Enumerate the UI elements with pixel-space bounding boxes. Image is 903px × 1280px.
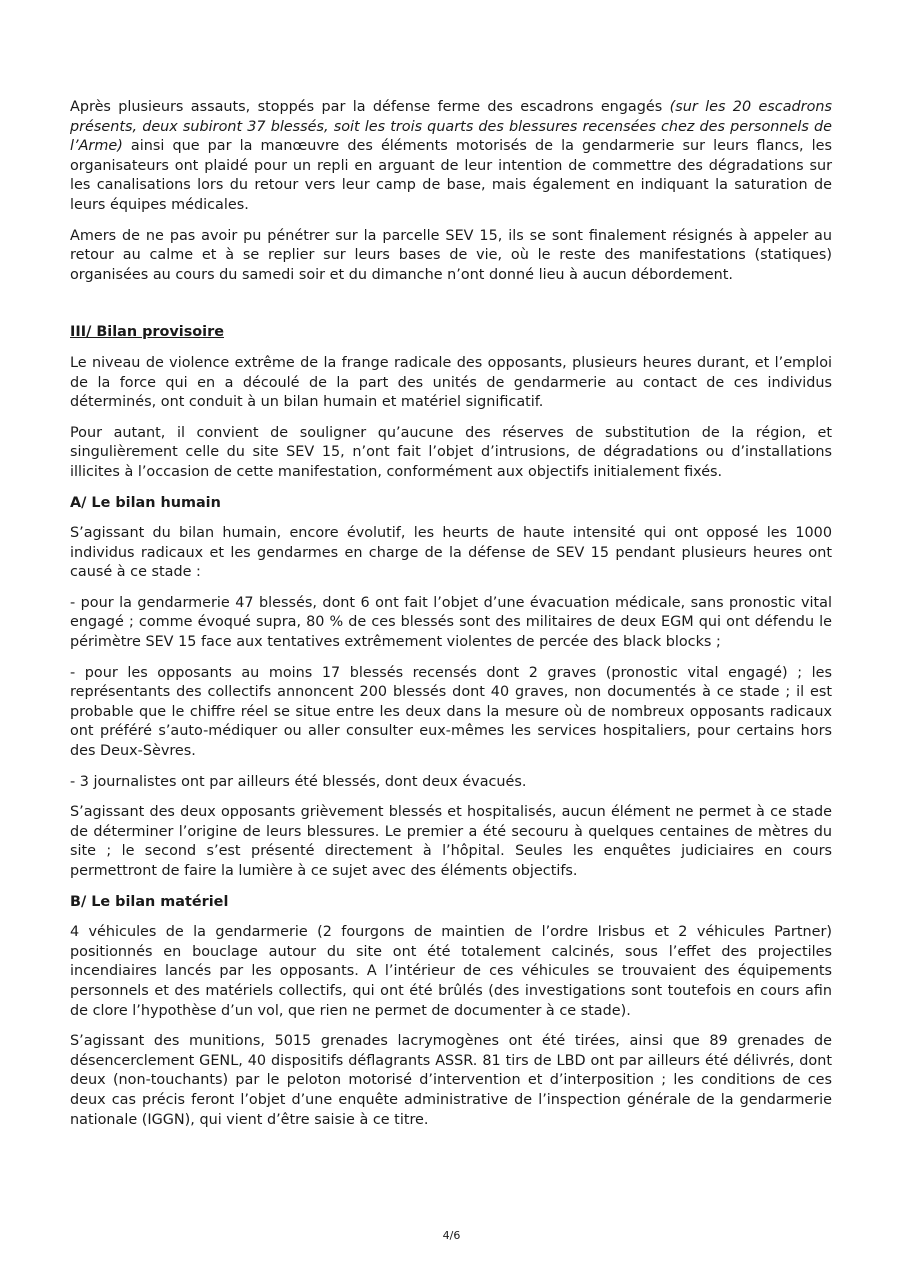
paragraph-violence-level: Le niveau de violence extrême de la frange radicale des opposants, plusieurs heures durant, et l’emploi de la force qui en a découlé de la part des unités de gendarmerie au contact de ces individus déterminés, ont conduit à un bilan humain et matériel significatif.: [70, 354, 832, 411]
subsection-heading-material: B/ Le bilan matériel: [70, 893, 229, 910]
paragraph-text: ainsi que par la manœuvre des éléments motorisés de la gendarmerie sur leurs flancs, les organisateurs ont plaidé pour un repli en arguant de leur intention de commettre des dégradations sur les canalisations lors du retour vers leur camp de base, mais également en indiquant la saturation de leurs équipes médicales.: [70, 138, 832, 213]
subsection-heading-human: A/ Le bilan humain: [70, 494, 221, 511]
paragraph-wounded-investigation: S’agissant des deux opposants grièvement blessés et hospitalisés, aucun élément ne permet à ce stade de déterminer l’origine de leurs blessures. Le premier a été secouru à quelques centaines de mètres du site ; le second s’est présenté directement à l’hôpital. Seules les enquêtes judiciaires en cours permettront de faire la lumière à ce sujet avec des éléments objectifs.: [70, 804, 832, 879]
paragraph-munitions: S’agissant des munitions, 5015 grenades lacrymogènes ont été tirées, ainsi que 89 grenades de désencerclement GENL, 40 dispositifs déflagrants ASSR. 81 tirs de LBD ont par ailleurs été délivrés, dont deux (non-touchants) par le peloton motorisé d’intervention et d’interposition ; les conditions de ces deux cas précis feront l’objet d’une enquête administrative de l’inspection générale de la gendarmerie nationale (IGGN), qui vient d’être saisie à ce titre.: [70, 1033, 832, 1128]
page-number: 4/6: [442, 1229, 461, 1242]
list-item-journalists: - 3 journalistes ont par ailleurs été blessés, dont deux évacués.: [70, 773, 527, 790]
paragraph-human-intro: S’agissant du bilan humain, encore évolutif, les heurts de haute intensité qui ont opposé les 1000 individus radicaux et les gendarmes en charge de la défense de SEV 15 pendant plusieurs heures ont causé à ce stade :: [70, 525, 832, 581]
list-item-gendarmerie: - pour la gendarmerie 47 blessés, dont 6 ont fait l’objet d’une évacuation médicale, sans pronostic vital engagé ; comme évoqué supra, 80 % de ces blessés sont des militaires de deux EGM qui ont défendu le périmètre SEV 15 face aux tentatives extrêmement violentes de percée des black blocks ;: [70, 594, 832, 651]
paragraph-resignation: Amers de ne pas avoir pu pénétrer sur la parcelle SEV 15, ils se sont finalement résignés à appeler au retour au calme et à se replier sur leurs bases de vie, où le reste des manifestations (statiques) organisées au cours du samedi soir et du dimanche n’ont donné lieu à aucun débordement.: [70, 227, 832, 283]
paragraph-text: Après plusieurs assauts, stoppés par la défense ferme des escadrons engagés: [70, 99, 670, 115]
paragraph-vehicles: 4 véhicules de la gendarmerie (2 fourgons de maintien de l’ordre Irisbus et 2 véhicules Partner) positionnés en bouclage autour du site ont été totalement calcinés, sous l’effet des projectiles incendiaires lancés par les opposants. A l’intérieur de ces véhicules se trouvaient des équipements personnels et des matériels collectifs, qui ont été brûlés (des investigations sont toutefois en cours afin de clore l’hypothèse d’un vol, que rien ne permet de documenter à ce stade).: [70, 924, 832, 1019]
paragraph-reserves: Pour autant, il convient de souligner qu’aucune des réserves de substitution de la région, et singulièrement celle du site SEV 15, n’ont fait l’objet d’intrusions, de dégradations ou d’installations illicites à l’occasion de cette manifestation, conformément aux objectifs initialement fixés.: [70, 424, 832, 480]
paragraph-italic-note: (sur les 20 escadrons présents, deux subiront 37 blessés, soit les trois quarts des blessures recensées chez des personnels de l’Arme): [70, 99, 833, 155]
section-heading-text: III/ Bilan provisoire: [70, 324, 224, 341]
section-heading-bilan: [70, 323, 832, 343]
document-body: [70, 98, 832, 1130]
list-item-opponents: - pour les opposants au moins 17 blessés recensés dont 2 graves (pronostic vital engagé) ; les représentants des collectifs annoncent 200 blessés dont 40 graves, non documentés à ce stade ; il est probable que le chiffre réel se situe entre les deux dans la mesure où de nombreux opposants radicaux ont préféré s’auto-médiquer ou aller consulter eux-mêmes les services hospitaliers, pour certains hors des Deux-Sèvres.: [70, 664, 832, 760]
paragraph-retreat: [70, 98, 832, 216]
